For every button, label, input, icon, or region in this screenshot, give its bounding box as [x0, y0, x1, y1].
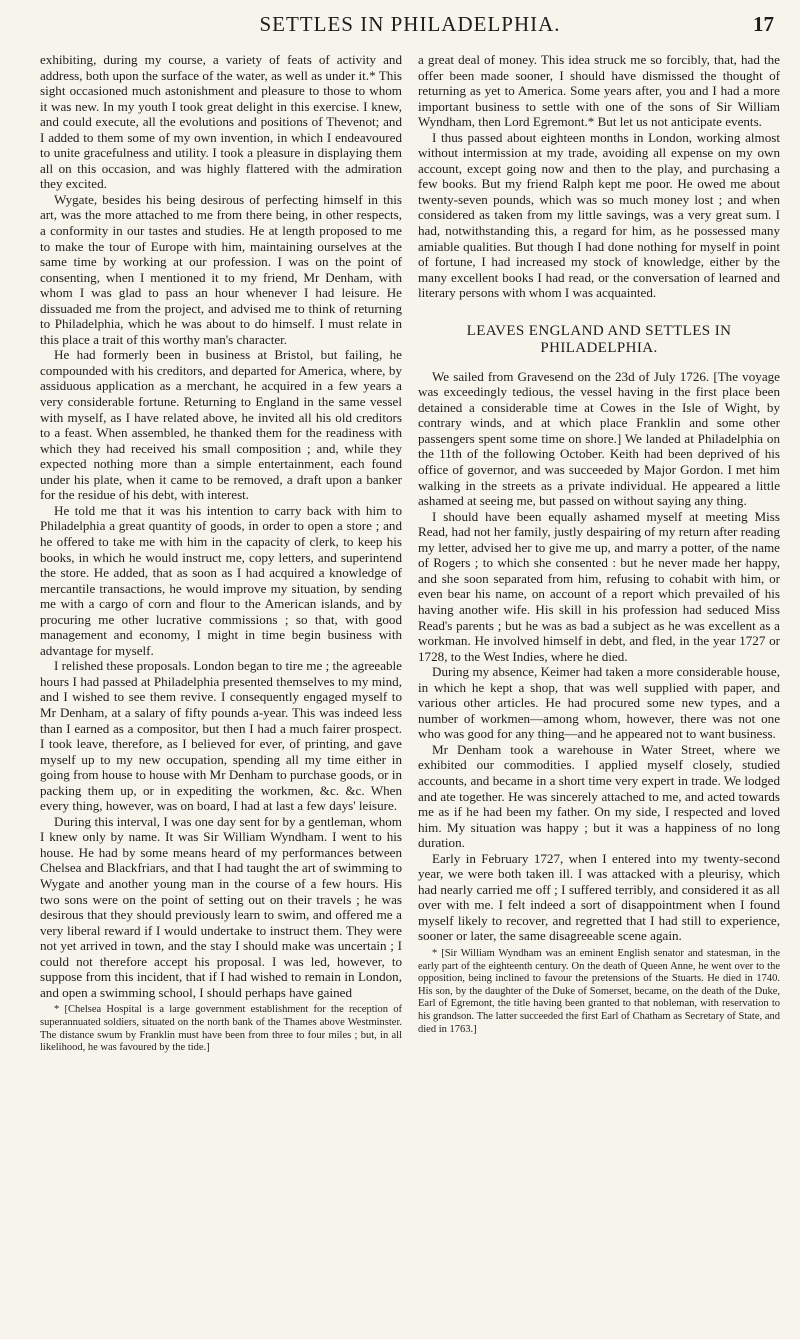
running-title: SETTLES IN PHILADELPHIA. — [259, 12, 561, 36]
paragraph: a great deal of money. This idea struck me so forcibly, that, had the offer been made sooner, I should have dismissed the thought of returning as yet to America. Some years after, you and I had a more important business to settle with one of the sons of Sir William Wyndham, then Lord Egremont.* But let us not anticipate events. — [418, 52, 780, 130]
paragraph: He told me that it was his intention to carry back with him to Philadelphia a great quantity of goods, in order to open a store ; and he offered to take me with him in the capacity of clerk, to keep his books, in which he would instruct me, copy letters, and superintend the store. He added, that as soon as I had acquired a knowledge of mercantile transactions, he would improve my situation, by sending me with a cargo of corn and flour to the American islands, and by procuring me other lucrative commissions ; so that, with good management and economy, I might in time begin business with advantage for myself. — [40, 502, 402, 658]
paragraph: I should have been equally ashamed myself at meeting Miss Read, had not her family, justly despairing of my return after reading my letter, advised her to give me up, and marry a potter, of the name of Rogers ; to which she consented : but he never made her happy, and she soon separated from him, refusing to cohabit with him, or even bear his name, on account of a report which prevailed of his having another wife. His skill in his profession had seduced Miss Read's parents ; but he was as bad a subject as he was excellent as a workman. He involved himself in debt, and fled, in the year 1727 or 1728, to the West Indies, where he died. — [418, 508, 780, 664]
paragraph: I relished these proposals. London began to tire me ; the agreeable hours I had passed at Philadelphia presented themselves to my mind, and I wished to see them revive. I consequently engaged myself to Mr Denham, at a salary of fifty pounds a-year. This was indeed less than I earned as a compositor, but then I had a much fairer prospect. I took leave, therefore, as I believed for ever, of printing, and gave myself up to my new occupation, spending all my time either in going from house to house with Mr Denham to purchase goods, or in packing them up, or in expediting the workmen, &c. &c. When every thing, however, was on board, I had at last a few days' leisure. — [40, 658, 402, 814]
footnote: * [Chelsea Hospital is a large government establishment for the reception of superannuated soldiers, situated on the north bank of the Thames above Westminster. The distance swum by Franklin must have been from three to four miles ; but, in all likelihood, he was favoured by the tide.] — [40, 1004, 402, 1054]
section-heading: LEAVES ENGLAND AND SETTLES IN PHILADELPHIA. — [466, 322, 732, 356]
paragraph: During my absence, Keimer had taken a more considerable house, in which he kept a shop, that was well supplied with paper, and various other articles. He had procured some new types, and a number of workmen—among whom, however, there was not one who was good for any thing—and he appeared not to want business. — [418, 664, 780, 742]
page-number: 17 — [753, 12, 774, 36]
paragraph: I thus passed about eighteen months in London, working almost without intermission at my trade, avoiding all expense on my own account, except going now and then to the play, and purchasing a few books. But my friend Ralph kept me poor. He owed me about twenty-seven pounds, which was so much money lost ; and when considered as taken from my little savings, was a very great sum. I had, notwithstanding this, a regard for him, as he possessed many amiable qualities. But though I had done nothing for myself in point of fortune, I had increased my stock of knowledge, either by the many excellent books I had read, or the conversation of learned and literary persons with whom I was acquainted. — [418, 129, 780, 301]
left-column — [40, 52, 402, 1055]
paragraph: exhibiting, during my course, a variety of feats of activity and address, both upon the surface of the water, as well as under it.* This sight occasioned much astonishment and pleasure to those to whom it was new. In my youth I took great delight in this exercise. I knew, and could execute, all the evolutions and positions of Thevenot; and I added to them some of my own invention, in which I endeavoured to unite gracefulness and utility. I took a pleasure in displaying them all on this occasion, and was highly flattered with the admiration they excited. — [40, 52, 402, 192]
paragraph: During this interval, I was one day sent for by a gentleman, whom I knew only by name. It was Sir William Wyndham. I went to his house. He had by some means heard of my performances between Chelsea and Blackfriars, and that I had taught the art of swimming to Wygate and another young man in the course of a few hours. His two sons were on the point of setting out on their travels ; he was desirous that they should previously learn to swim, and offered me a very liberal reward if I would undertake to instruct them. They were not yet arrived in town, and the stay I should make was uncertain ; I could not therefore accept his proposal. I was led, however, to suppose from this incident, that if I had wished to remain in London, and open a swimming school, I should perhaps have gained — [40, 813, 402, 1000]
paragraph: Wygate, besides his being desirous of perfecting himself in this art, was the more attached to me from there being, in other respects, a conformity in our tastes and studies. He at length proposed to me to make the tour of Europe with him, maintaining ourselves at the same time by working at our profession. I was on the point of consenting, when I mentioned it to my friend, Mr Denham, with whom I was glad to pass an hour whenever I had leisure. He dissuaded me from the project, and advised me to think of returning to Philadelphia, which he was about to do himself. I must relate in this place a trait of this worthy man's character. — [40, 191, 402, 347]
paragraph: Mr Denham took a warehouse in Water Street, where we exhibited our commodities. I applied myself closely, studied accounts, and became in a short time very expert in trade. We lodged and ate together. He was sincerely attached to me, and acted towards me as if he had been my father. On my side, I respected and loved him. My situation was happy ; but it was a happiness of no long duration. — [418, 741, 780, 851]
footnote: * [Sir William Wyndham was an eminent English senator and statesman, in the early part of the eighteenth century. On the death of Queen Anne, he went over to the opposition, being inclined to favour the pretensions of the Stuarts. He died in 1740. His son, by the daughter of the Duke of Somerset, became, on the death of the Duke, Earl of Egremont, the title having been granted to that nobleman, with reservation to his grandson. The latter succeeded the first Earl of Chatham as Secretary of State, and died in 1763.] — [418, 947, 780, 1035]
paragraph: Early in February 1727, when I entered into my twenty-second year, we were both taken ill. I was attacked with a pleurisy, which had nearly carried me off ; I suffered terribly, and considered it as all over with me. I felt indeed a sort of disappointment when I found myself likely to recover, and regretted that I had still to experience, sooner or later, the same disagreeable scene again. — [418, 850, 780, 944]
paragraph: He had formerly been in business at Bristol, but failing, he compounded with his creditors, and departed for America, where, by assiduous application as a merchant, he acquired in a few years a very considerable fortune. Returning to England in the same vessel with myself, as I have related above, he invited all his old creditors to a feast. When assembled, he thanked them for the readiness with which they had received his small composition ; and, while they expected nothing more than a simple entertainment, each found under his plate, when it came to be removed, a draft upon a banker for the residue of his debt, with interest. — [40, 347, 402, 503]
running-head — [40, 12, 780, 42]
right-column — [418, 52, 780, 1036]
paragraph: We sailed from Gravesend on the 23d of July 1726. [The voyage was exceedingly tedious, the vessel having in the first place been detained a considerable time at Cowes in the Isle of Wight, by contrary winds, and at which place Franklin and some other passengers spent some time on shore.] We landed at Philadelphia on the 11th of the following October. Keith had been deprived of his office of governor, and was succeeded by Major Gordon. I met him walking in the streets as a private individual. He appeared a little ashamed at seeing me, but passed on without saying any thing. — [418, 368, 780, 509]
